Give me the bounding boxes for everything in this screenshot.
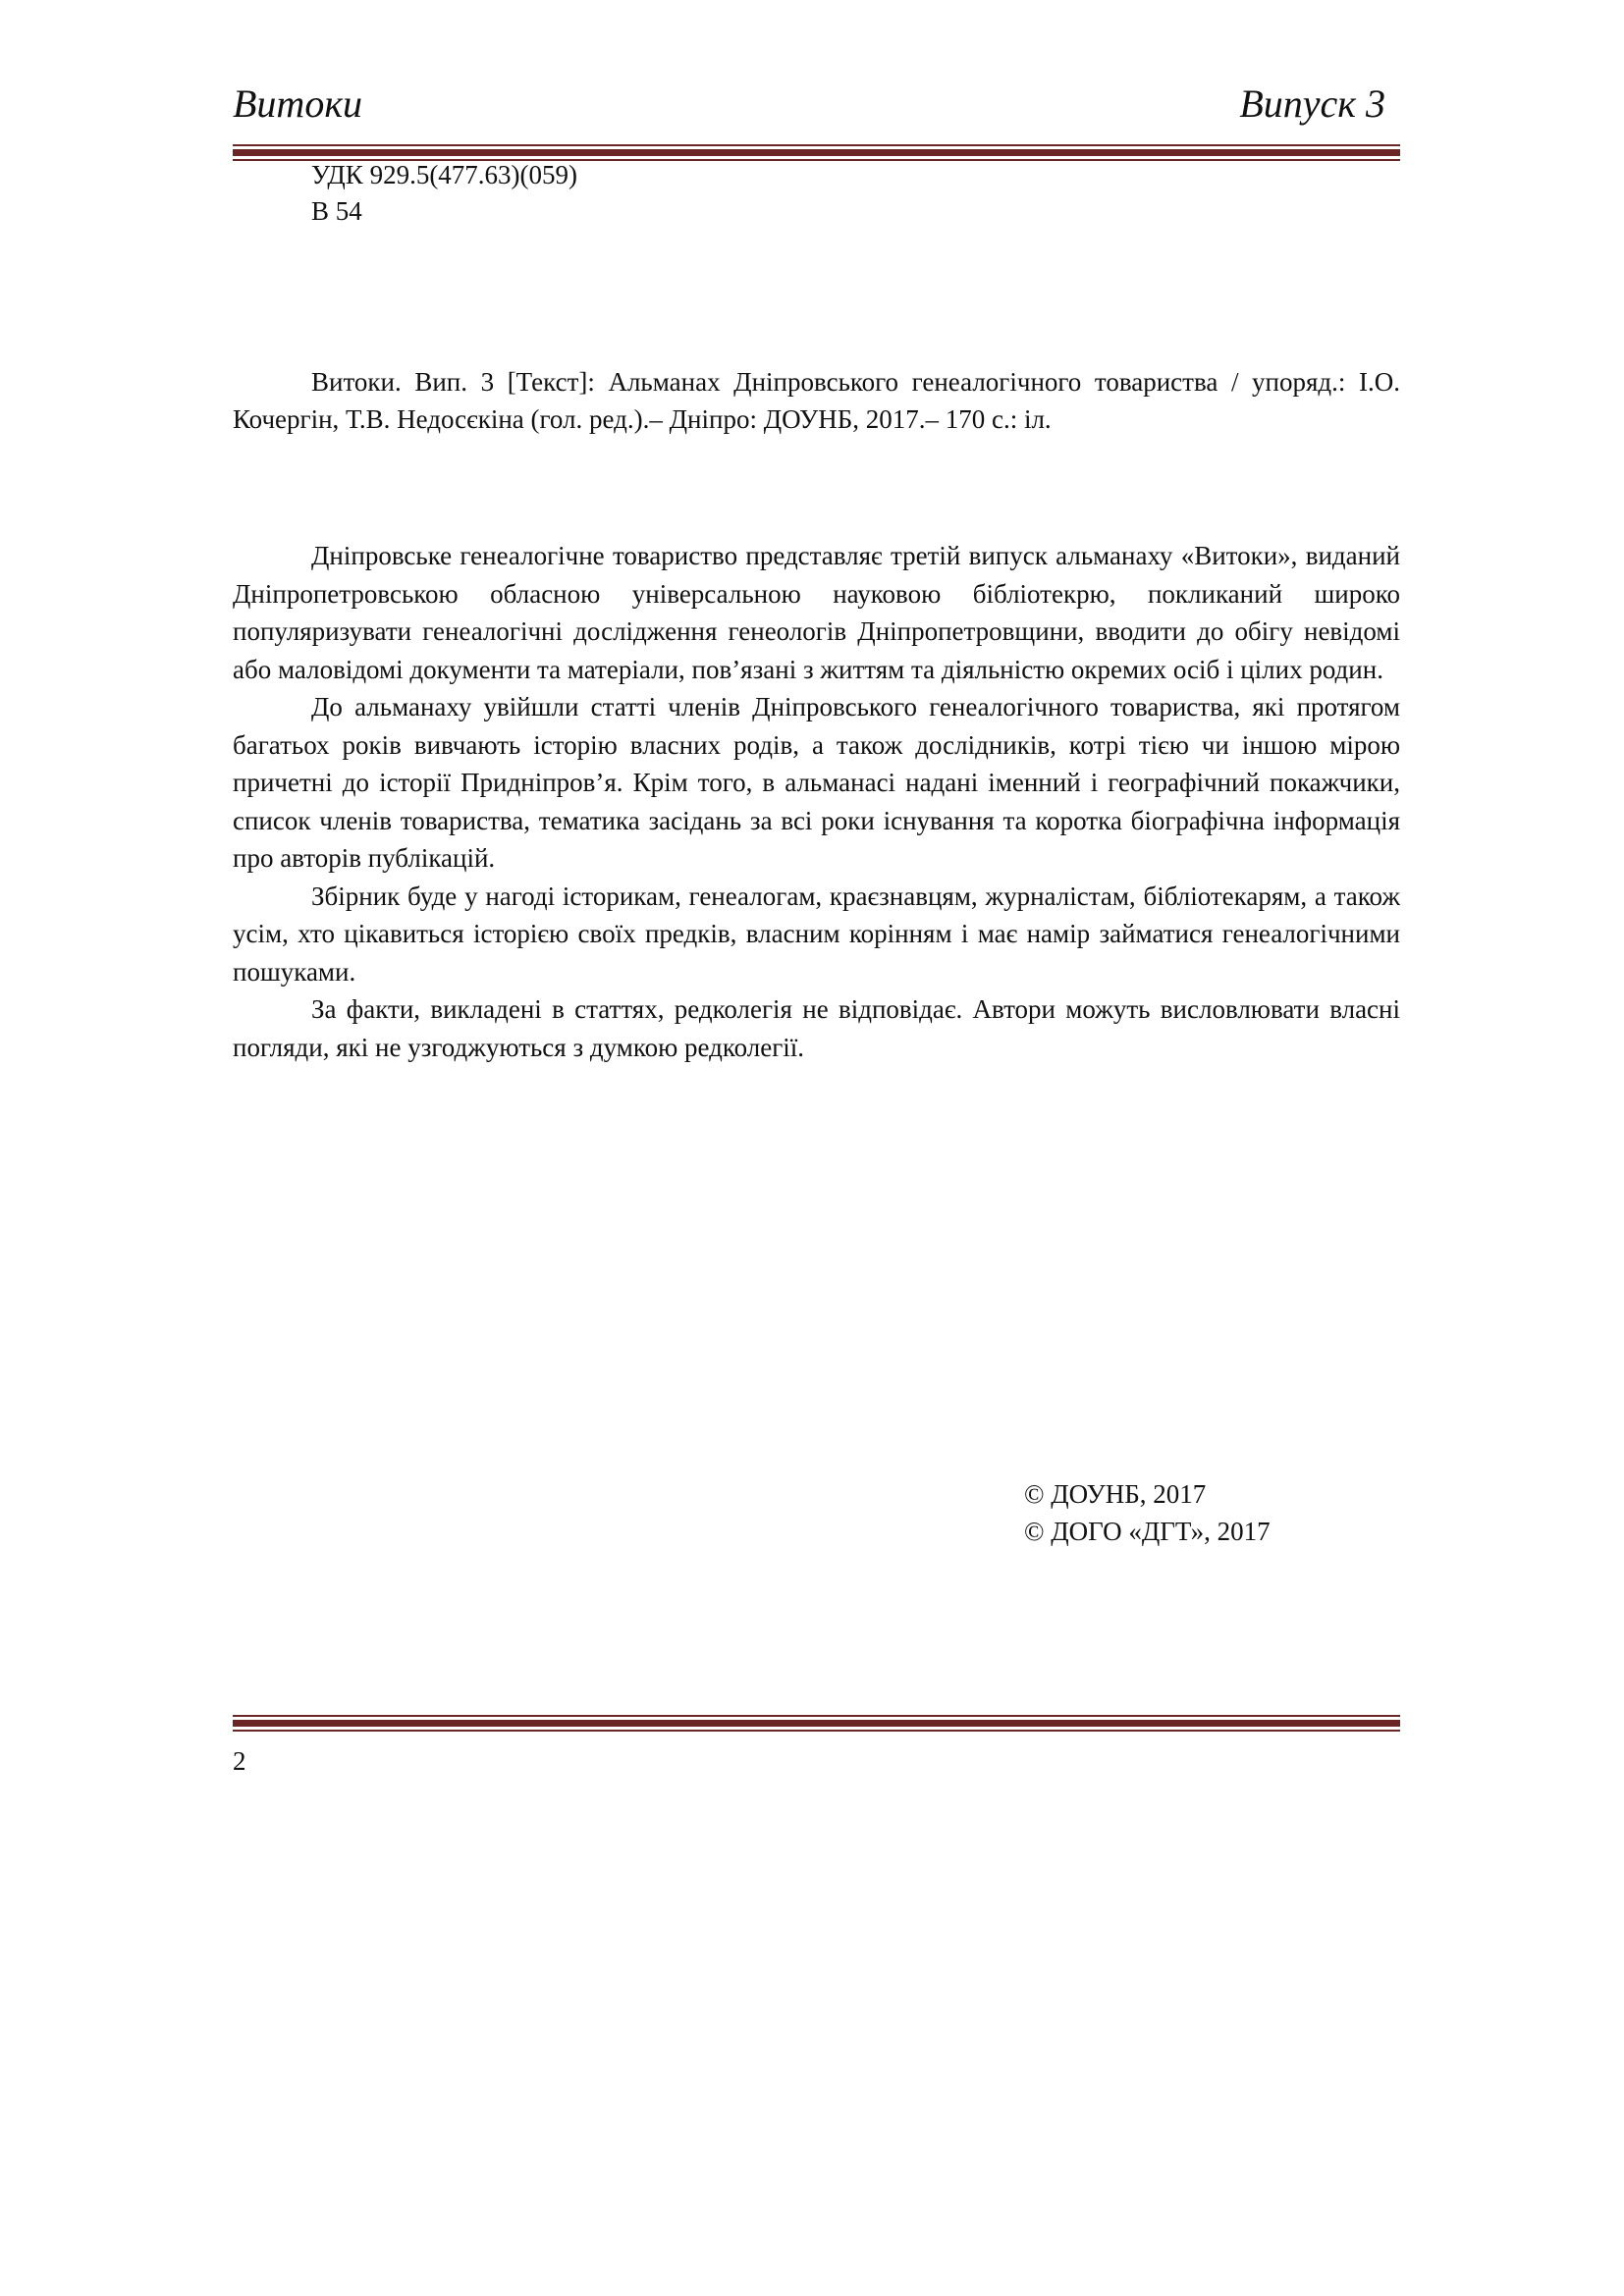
footer-rule [233, 1715, 1400, 1732]
annotation-paragraph: Збірник буде у нагоді історикам, генеалогам, краєзнавцям, журналістам, бібліотекарям, а також усім, хто цікавиться історією своїх предків, власним корінням і має намір займатися генеалогічними пошуками. [233, 881, 1400, 987]
author-mark: В 54 [311, 196, 362, 226]
footer-rule-thin-line-lower [233, 1730, 1400, 1732]
annotation-paragraph: До альманаху увійшли статті членів Дніпровського генеалогічного товариства, які протягом багатьох років вивчають історію власних родів, а також дослідників, котрі тією чи іншою мірою причетні до історії Придніпров’я. Крім того, в альманасі надані іменний і географічний покажчики, список членів товариства, тематика засідань за всі роки існування та коротка біографічна інформація про авторів публікацій. [233, 692, 1400, 873]
running-header-issue: Випуск 3 [1239, 81, 1385, 126]
annotation-paragraph: За факти, викладені в статтях, редколегія не відповідає. Автори можуть висловлювати власні погляди, які не узгоджуються з думкою редколегії. [233, 994, 1400, 1062]
copyright-line: © ДОГО «ДГТ», 2017 [1024, 1517, 1271, 1546]
running-header-title: Витоки [233, 81, 363, 126]
bibliographic-record [233, 363, 1400, 438]
copyright-block [1024, 1475, 1271, 1550]
classification-block [311, 157, 577, 230]
bibliographic-record-text: Витоки. Вип. 3 [Текст]: Альманах Дніпровського генеалогічного товариства / упоряд.: І.О. Кочергін, Т.В. Недосєкіна (гол. ред.).– Дніпро: ДОУНБ, 2017.– 170 с.: іл. [233, 367, 1400, 434]
udc-index: УДК 929.5(477.63)(059) [311, 160, 578, 189]
annotation-paragraph: Дніпровське генеалогічне товариство представляє третій випуск альманаху «Витоки», виданий Дніпропетровською обласною універсальною науковою бібліотекрю, покликаний широко популяризувати генеалогічні дослідження генеологів Дніпропетровщини, вводити до обігу невідомі або маловідомі документи та матеріали, пов’язані з життям та діяльністю окремих осіб і цілих родин. [233, 541, 1400, 684]
annotation [233, 537, 1400, 1066]
footer-rule-thick-line [233, 1720, 1400, 1727]
copyright-line: © ДОУНБ, 2017 [1024, 1479, 1207, 1509]
page-number: 2 [233, 1746, 246, 1776]
header-rule-thick-line [233, 149, 1400, 156]
